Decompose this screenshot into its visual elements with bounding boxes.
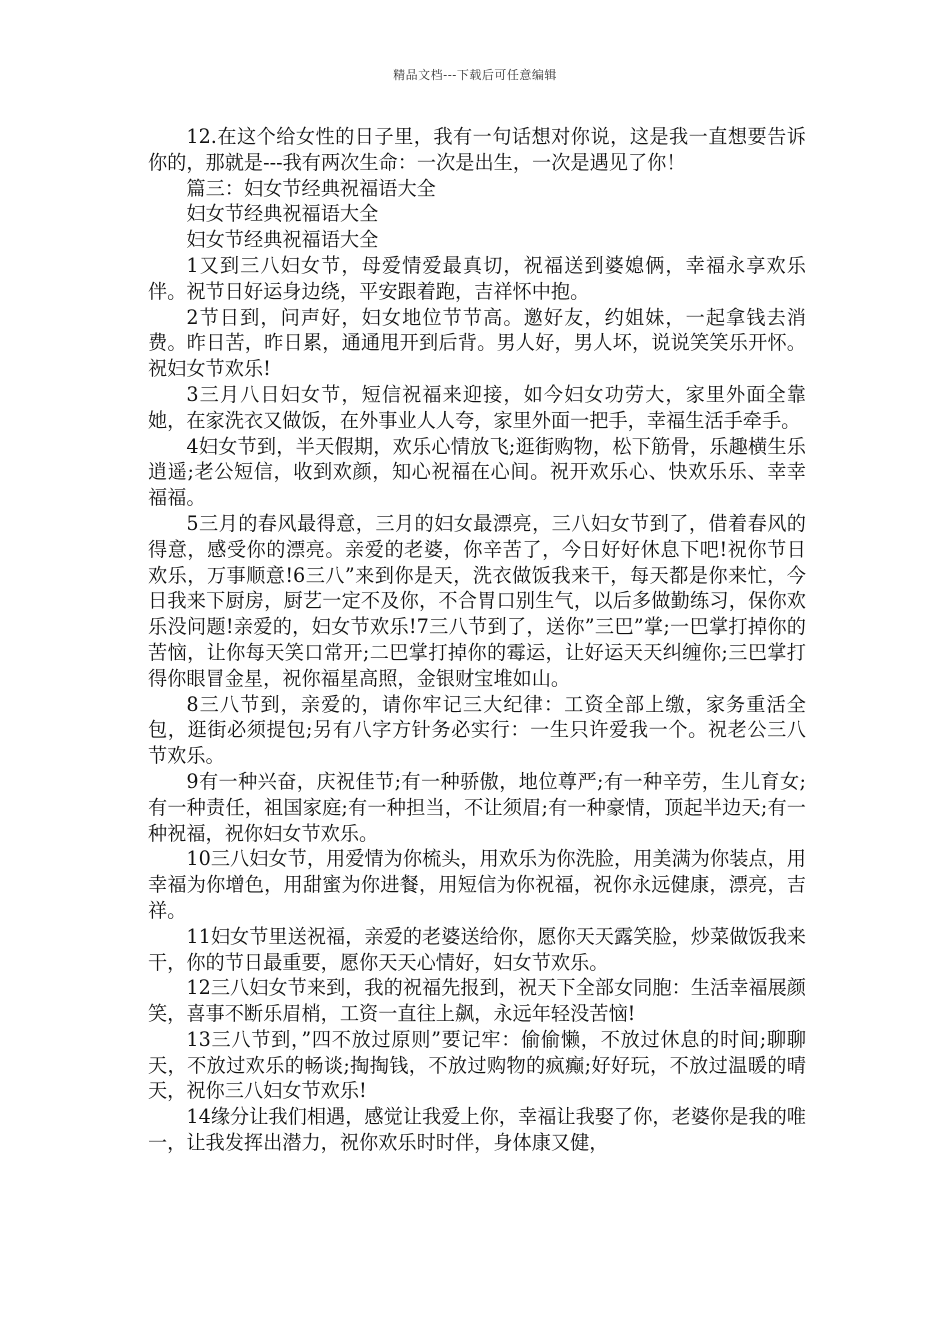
subtitle-1: 妇女节经典祝福语大全 xyxy=(186,202,379,226)
paragraph-intro-12: 12.在这个给女性的日子里，我有一句话想对你说，这是我一直想要告诉你的，那就是---我有两次生命：一次是出生，一次是遇见了你！ xyxy=(148,125,806,174)
section-title: 篇三：妇女节经典祝福语大全 xyxy=(186,176,436,200)
paragraph-11: 11妇女节里送祝福，亲爱的老婆送给你，愿你天天露笑脸，炒菜做饭我来干，你的节日最重要，愿你天天心情好，妇女节欢乐。 xyxy=(148,924,806,974)
document-body xyxy=(148,124,806,1156)
paragraph-8: 8三八节到，亲爱的，请你牢记三大纪律：工资全部上缴，家务重活全包，逛街必须提包;另有八字方针务必实行：一生只许爱我一个。祝老公三八节欢乐。 xyxy=(148,692,806,768)
paragraph-2: 2节日到，问声好，妇女地位节节高。邀好友，约姐妹，一起拿钱去消费。昨日苦，昨日累，通通甩开到后背。男人好，男人坏，说说笑笑乐开怀。祝妇女节欢乐! xyxy=(148,305,806,381)
subtitle-2: 妇女节经典祝福语大全 xyxy=(186,228,379,252)
paragraph-3: 3三月八日妇女节，短信祝福来迎接，如今妇女功劳大，家里外面全靠她，在家洗衣又做饭，在外事业人人夸，家里外面一把手，幸福生活手牵手。 xyxy=(148,382,806,432)
paragraph-12: 12三八妇女节来到，我的祝福先报到，祝天下全部女同胞：生活幸福展颜笑，喜事不断乐眉梢，工资一直往上飙，永远年轻没苦恼! xyxy=(148,976,806,1026)
paragraph-10: 10三八妇女节，用爱情为你梳头，用欢乐为你洗脸，用美满为你装点，用幸福为你增色，用甜蜜为你进餐，用短信为你祝福，祝你永远健康，漂亮，吉祥。 xyxy=(148,847,806,922)
paragraph-1: 1又到三八妇女节，母爱情爱最真切，祝福送到婆媳俩，幸福永享欢乐伴。祝节日好运身边绕，平安跟着跑，吉祥怀中抱。 xyxy=(148,253,806,303)
paragraph-9: 9有一种兴奋，庆祝佳节;有一种骄傲，地位尊严;有一种辛劳，生儿育女;有一种责任，祖国家庭;有一种担当，不让须眉;有一种豪情，顶起半边天;有一种祝福，祝你妇女节欢乐。 xyxy=(148,769,806,845)
paragraph-4: 4妇女节到，半天假期，欢乐心情放飞;逛街购物，松下筋骨，乐趣横生乐逍遥;老公短信，收到欢颜，知心祝福在心间。祝开欢乐心、快欢乐乐、幸幸福福。 xyxy=(148,434,806,510)
paragraph-14: 14缘分让我们相遇，感觉让我爱上你，幸福让我娶了你，老婆你是我的唯一，让我发挥出潜力，祝你欢乐时时伴，身体康又健， xyxy=(148,1105,806,1155)
paragraph-5: 5三月的春风最得意，三月的妇女最漂亮，三八妇女节到了，借着春风的得意，感受你的漂亮。亲爱的老婆，你辛苦了，今日好好休息下吧!祝你节日欢乐，万事顺意!6三八”来到你是天，洗衣做饭我来干，每天都是你来忙，今日我来下厨房，厨艺一定不及你，不合胃口别生气，以后多做勤练习，保你欢乐没问题!亲爱的，妇女节欢乐!7三八节到了，送你”三巴”掌;一巴掌打掉你的苦恼，让你每天笑口常开;二巴掌打掉你的霉运，让好运天天纠缠你;三巴掌打得你眼冒金星，祝你福星高照，金银财宝堆如山。 xyxy=(148,511,806,690)
paragraph-13: 13三八节到，”四不放过原则”要记牢：偷偷懒，不放过休息的时间;聊聊天，不放过欢乐的畅谈;掏掏钱，不放过购物的疯癫;好好玩，不放过温暖的晴天，祝你三八妇女节欢乐! xyxy=(148,1027,806,1103)
page-header: 精品文档---下载后可任意编辑 xyxy=(393,68,557,82)
